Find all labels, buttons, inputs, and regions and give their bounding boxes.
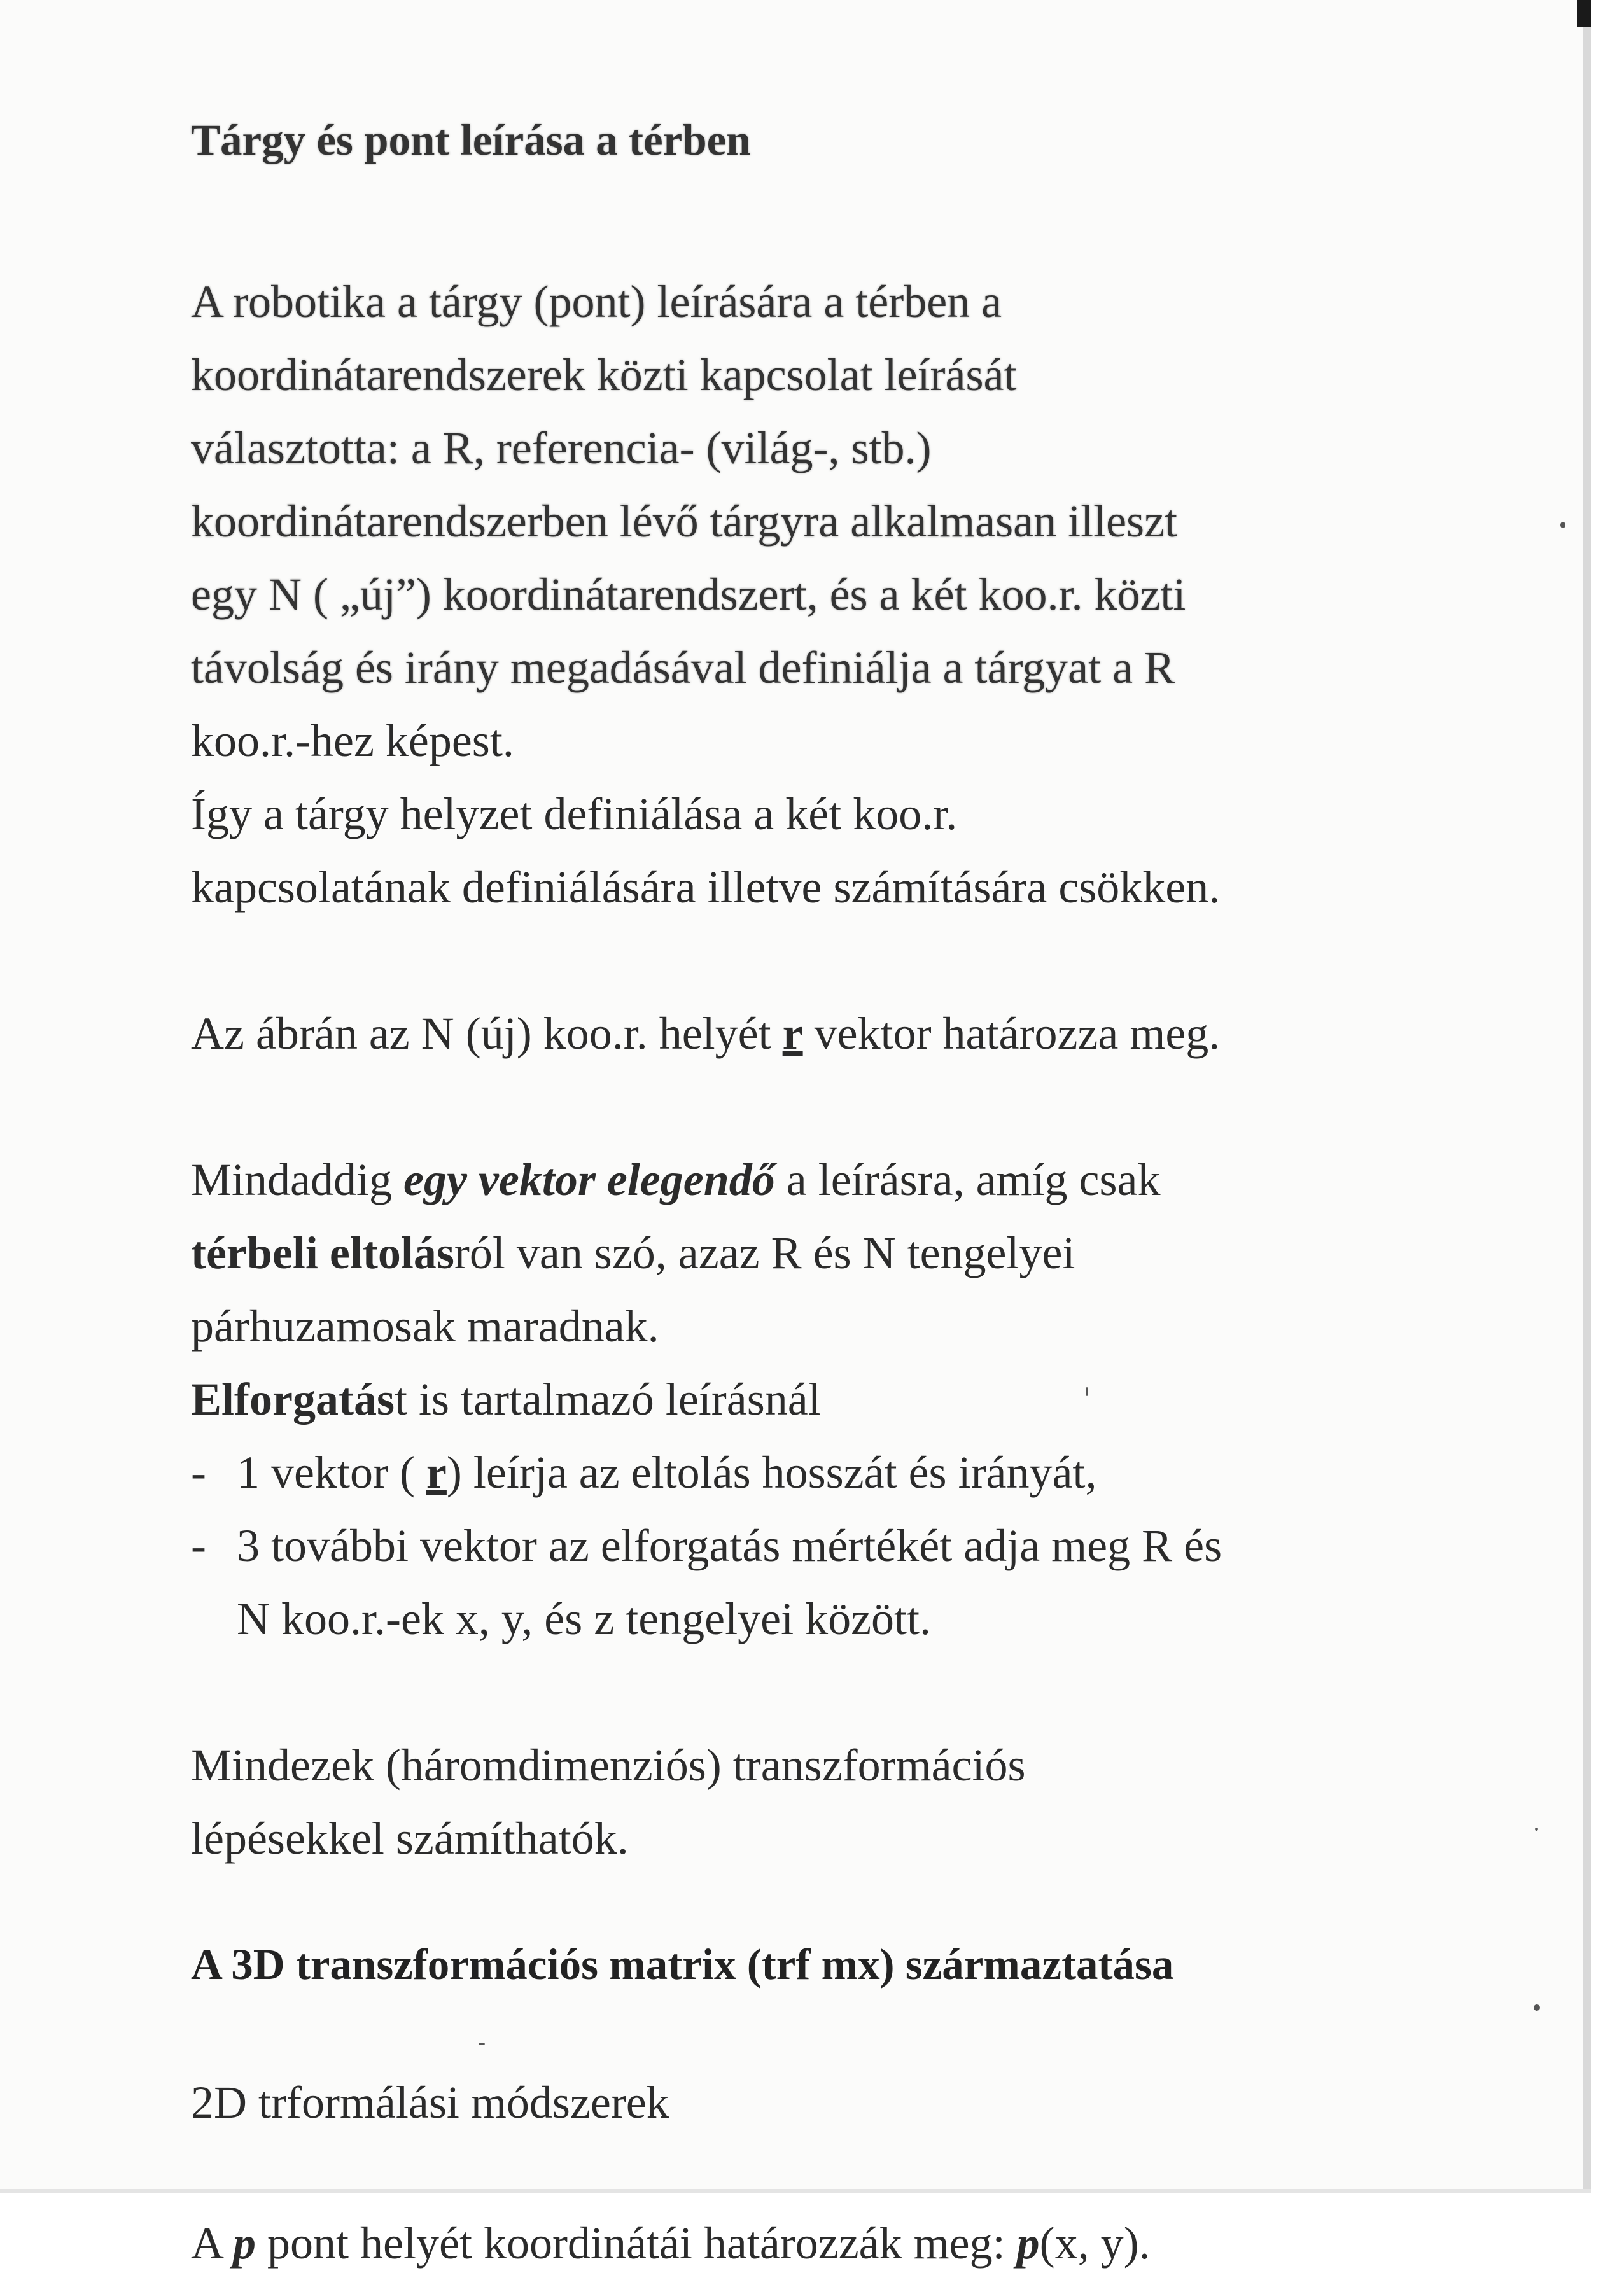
scan-corner-mark [1577,0,1591,27]
point-symbol: p [1016,2218,1040,2269]
text-line: koo.r.-hez képest. [191,715,514,766]
intro-paragraph [191,265,1400,924]
text-line: távolság és irány megadásával definiálja a tárgyat a R [191,642,1175,693]
section-heading: Tárgy és pont leírása a térben [191,116,751,164]
text-run: ról van szó, azaz R és N tengelyei [454,1227,1075,1278]
list-item-continuation: N koo.r.-ek x, y, és z tengelyei között. [237,1593,932,1644]
bold-term: Elforgatás [191,1374,395,1425]
document-body [191,102,1400,2280]
translation-paragraph [191,1143,1400,1656]
vector-r: r [426,1447,447,1498]
point-definition-line [191,2207,1400,2280]
text-line: A robotika a tárgy (pont) leírására a térben a [191,276,1002,327]
subheading: 2D trformálási módszerek [191,2077,669,2128]
text-line: párhuzamosak maradnak. [191,1301,659,1352]
section-heading: A 3D transzformációs matrix (trf mx) származtatása [191,1940,1174,1989]
text-line: koordinátarendszerben lévő tárgyra alkalmasan illeszt [191,496,1178,547]
point-symbol: p [233,2218,256,2269]
list-item [191,1436,1400,1509]
scan-speck [1560,522,1565,528]
scan-edge-right [1583,0,1591,2189]
text-line: egy N ( „új”) koordinátarendszert, és a két koo.r. közti [191,569,1186,620]
text-run: pont helyét koordinátái határozzák meg: [256,2218,1017,2269]
text-line: koordinátarendszerek közti kapcsolat leírását [191,349,1017,400]
bold-term: térbeli eltolás [191,1227,454,1278]
emphasis-text: egy vektor elegendő [403,1154,775,1205]
closing-paragraph [191,1729,1400,1875]
text-line [191,1217,1400,1290]
list-item [191,1509,1400,1583]
text-line: Így a tárgy helyzet definiálása a két koo.r. [191,788,958,839]
text-run: a leírásra, amíg csak [774,1154,1161,1205]
scan-speck [1534,2004,1540,2011]
list-dash: - [191,1447,206,1498]
text-run: 1 vektor ( [237,1447,426,1498]
text-run: ) leírja az eltolás hosszát és irányát, [446,1447,1097,1498]
text-run: 3 további vektor az elforgatás mértékét adja meg R és [237,1520,1222,1571]
figure-reference-line [191,997,1400,1070]
list-dash: - [191,1520,206,1571]
scan-speck [1535,1828,1538,1831]
text-run: Mindaddig [191,1154,403,1205]
text-run: (x, y). [1039,2218,1151,2269]
text-line [191,1363,1400,1436]
text-run: A [191,2218,234,2269]
text-run: t is tartalmazó leírásnál [394,1374,821,1425]
text-line [191,1143,1400,1217]
text-line: Mindezek (háromdimenziós) transzformációs [191,1740,1026,1791]
figure-reference-text: vektor határozza meg. [802,1008,1221,1059]
text-line: választotta: a R, referencia- (világ-, stb.) [191,423,932,473]
text-line: kapcsolatának definiálására illetve számítására csökken. [191,862,1221,913]
text-line: lépésekkel számíthatók. [191,1813,629,1864]
vector-r: r [782,1008,803,1059]
figure-reference-text: Az ábrán az N (új) koo.r. helyét [191,1008,783,1059]
